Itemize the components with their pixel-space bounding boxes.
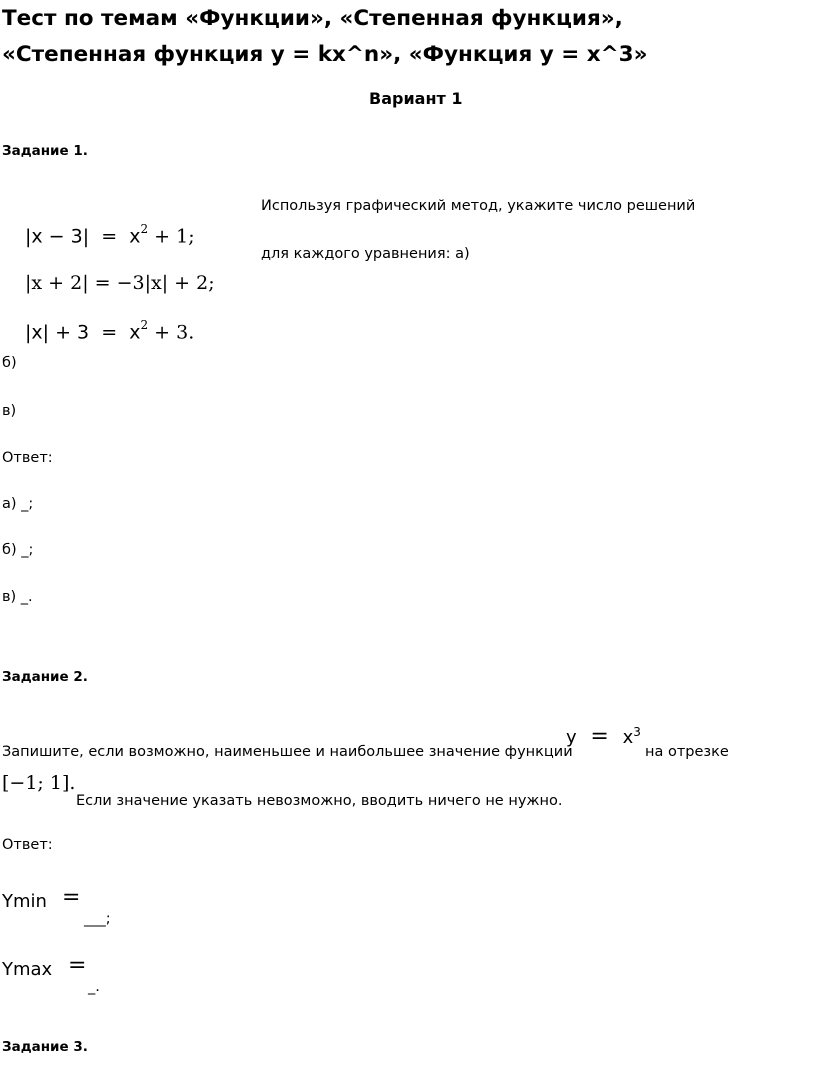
task2-interval: [−1; 1].	[2, 772, 76, 794]
equation-a-lhs: |x − 3|	[25, 225, 90, 248]
function-x: x	[622, 727, 634, 748]
task3-heading: Задание 3.	[2, 1039, 88, 1055]
ymax-answer-blank[interactable]: _.	[88, 979, 100, 995]
function-y: y	[566, 727, 577, 748]
title-line-2: «Степенная функция y = kx^n», «Функция y = x^3»	[2, 42, 648, 67]
ymax-label: Ymax	[2, 959, 53, 980]
task1-answer-b[interactable]: б) _;	[2, 542, 34, 558]
task1-answer-a[interactable]: а) _;	[2, 496, 34, 512]
equation-a-exponent: 2	[140, 222, 149, 236]
equation-c-lhs: |x| + 3	[25, 321, 90, 344]
title-line-1: Тест по темам «Функции», «Степенная функция»,	[2, 6, 623, 31]
task1-instruction-line2: для каждого уравнения: а)	[261, 246, 470, 262]
equation-a-base: x	[129, 225, 141, 248]
ymin-equals: =	[62, 885, 81, 910]
equation-c: $|x| + 3 = x^2 + 3$.	[25, 318, 195, 344]
task1-answer-label: Ответ:	[2, 450, 53, 466]
equation-c-base: x	[129, 321, 141, 344]
task1-heading: Задание 1.	[2, 143, 88, 159]
task1-answer-c[interactable]: в) _.	[2, 589, 33, 605]
equation-a: $|x - 3| = x^2 + 1$;	[25, 222, 195, 248]
ymin-answer-blank[interactable]: ___;	[84, 911, 111, 927]
task2-text-before: Запишите, если возможно, наименьшее и наибольшее значение функции	[2, 744, 573, 760]
task2-text-line2: Если значение указать невозможно, вводить ничего не нужно.	[76, 793, 563, 809]
function-exponent: 3	[633, 725, 641, 739]
ymin-label: Ymin	[2, 891, 47, 912]
task1-label-c: в)	[2, 403, 17, 419]
equation-b: |x + 2| = −3|x| + 2;	[25, 272, 215, 294]
variant-heading: Вариант 1	[369, 89, 463, 108]
function-equals: =	[590, 724, 609, 749]
equation-c-exponent: 2	[140, 318, 149, 332]
task1-label-b: б)	[2, 355, 17, 371]
task2-function	[566, 724, 641, 749]
equation-a-rest: + 1;	[148, 225, 195, 248]
task2-heading: Задание 2.	[2, 669, 88, 685]
ymax-equals: =	[68, 953, 87, 978]
equation-c-rest: + 3.	[148, 321, 195, 344]
task2-text-after: на отрезке	[645, 744, 729, 760]
task1-instruction-line1: Используя графический метод, укажите число решений	[261, 198, 696, 214]
task2-answer-label: Ответ:	[2, 837, 53, 853]
